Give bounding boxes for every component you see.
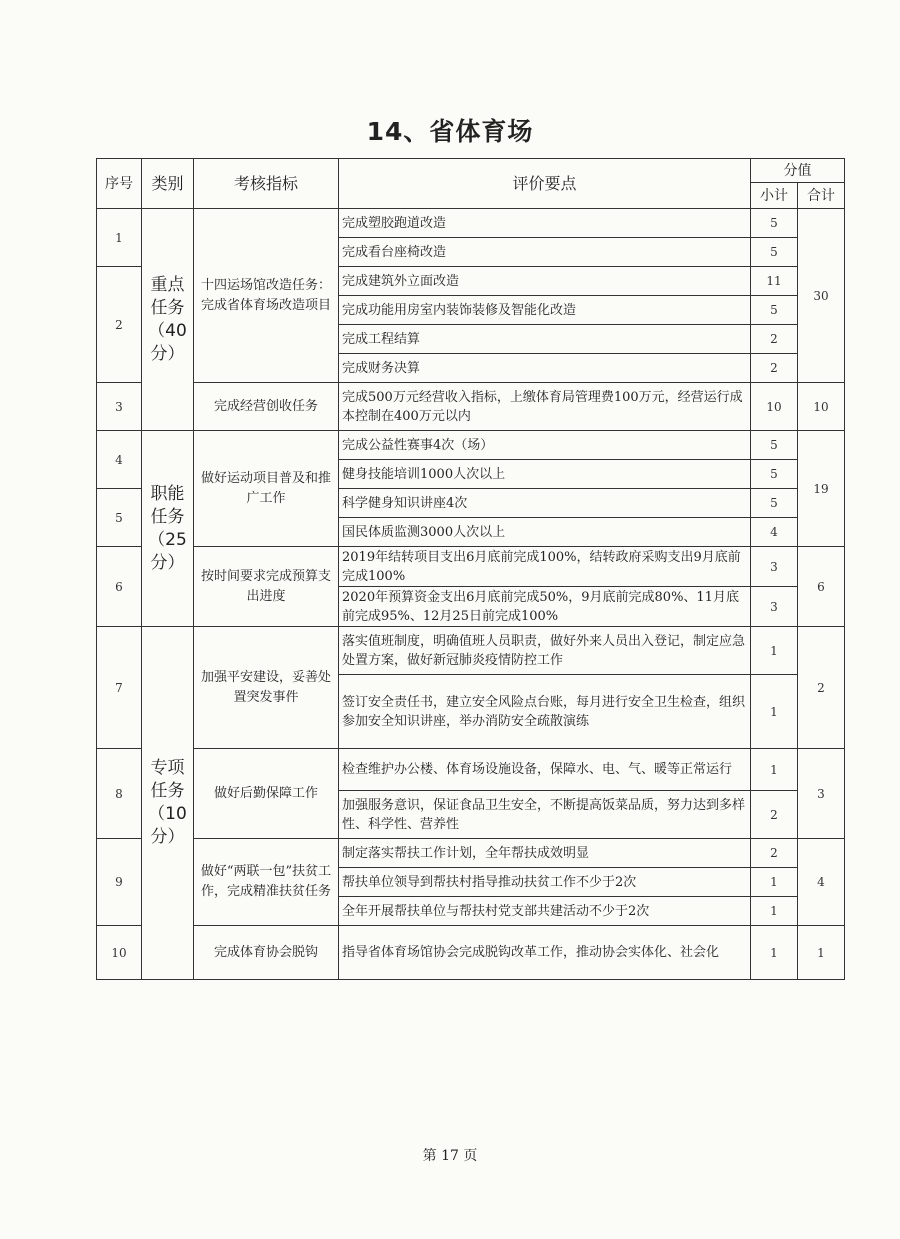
- subtotal-cell: 5: [751, 431, 798, 460]
- point-cell: 完成看台座椅改造: [339, 238, 751, 267]
- subtotal-cell: 1: [751, 675, 798, 749]
- header-seq: 序号: [97, 159, 142, 209]
- subtotal-cell: 3: [751, 587, 798, 627]
- point-cell: 完成500万元经营收入指标，上缴体育局管理费100万元，经营运行成本控制在400万元以内: [339, 383, 751, 431]
- point-cell: 落实值班制度，明确值班人员职责，做好外来人员出入登记，制定应急处置方案，做好新冠肺炎疫情防控工作: [339, 627, 751, 675]
- page-title: 14、省体育场: [366, 117, 534, 146]
- header-indicator: 考核指标: [194, 159, 339, 209]
- point-cell: 科学健身知识讲座4次: [339, 489, 751, 518]
- assessment-table: [96, 158, 845, 980]
- indicator-cell: 完成体育协会脱钩: [194, 926, 339, 980]
- seq-cell: 9: [97, 839, 142, 926]
- point-cell: 国民体质监测3000人次以上: [339, 518, 751, 547]
- page-number: 第 17 页: [422, 1148, 478, 1164]
- point-cell: 2020年预算资金支出6月底前完成50%，9月底前完成80%、11月底前完成95%、12月25日前完成100%: [339, 587, 751, 627]
- header-category: 类别: [142, 159, 194, 209]
- seq-cell: 5: [97, 489, 142, 547]
- header-subtotal: 小计: [751, 183, 798, 209]
- subtotal-cell: 1: [751, 749, 798, 791]
- seq-cell: 7: [97, 627, 142, 749]
- subtotal-cell: 1: [751, 627, 798, 675]
- point-cell: 帮扶单位领导到帮扶村指导推动扶贫工作不少于2次: [339, 868, 751, 897]
- point-cell: 全年开展帮扶单位与帮扶村党支部共建活动不少于2次: [339, 897, 751, 926]
- subtotal-cell: 5: [751, 209, 798, 238]
- point-cell: 完成工程结算: [339, 325, 751, 354]
- total-cell: 10: [798, 383, 845, 431]
- point-cell: 完成功能用房室内装饰装修及智能化改造: [339, 296, 751, 325]
- point-cell: 完成建筑外立面改造: [339, 267, 751, 296]
- point-cell: 完成塑胶跑道改造: [339, 209, 751, 238]
- point-cell: 加强服务意识，保证食品卫生安全，不断提高饭菜品质，努力达到多样性、科学性、营养性: [339, 791, 751, 839]
- subtotal-cell: 4: [751, 518, 798, 547]
- header-points: 评价要点: [339, 159, 751, 209]
- point-cell: 健身技能培训1000人次以上: [339, 460, 751, 489]
- seq-cell: 1: [97, 209, 142, 267]
- subtotal-cell: 2: [751, 839, 798, 868]
- subtotal-cell: 5: [751, 489, 798, 518]
- total-cell: 1: [798, 926, 845, 980]
- subtotal-cell: 2: [751, 354, 798, 383]
- seq-cell: 8: [97, 749, 142, 839]
- seq-cell: 6: [97, 547, 142, 627]
- indicator-cell: 按时间要求完成预算支出进度: [194, 547, 339, 627]
- subtotal-cell: 1: [751, 926, 798, 980]
- point-cell: 2019年结转项目支出6月底前完成100%，结转政府采购支出9月底前完成100%: [339, 547, 751, 587]
- subtotal-cell: 5: [751, 296, 798, 325]
- point-cell: 指导省体育场馆协会完成脱钩改革工作，推动协会实体化、社会化: [339, 926, 751, 980]
- subtotal-cell: 10: [751, 383, 798, 431]
- point-cell: 完成公益性赛事4次（场）: [339, 431, 751, 460]
- indicator-cell: 做好“两联一包”扶贫工作，完成精准扶贫任务: [194, 839, 339, 926]
- category-cell: 专项任务（10分）: [142, 627, 194, 980]
- seq-cell: 2: [97, 267, 142, 383]
- point-cell: 签订安全责任书，建立安全风险点台账，每月进行安全卫生检查，组织参加安全知识讲座，举办消防安全疏散演练: [339, 675, 751, 749]
- seq-cell: 4: [97, 431, 142, 489]
- subtotal-cell: 3: [751, 547, 798, 587]
- total-cell: 30: [798, 209, 845, 383]
- subtotal-cell: 2: [751, 791, 798, 839]
- indicator-cell: 完成经营创收任务: [194, 383, 339, 431]
- point-cell: 完成财务决算: [339, 354, 751, 383]
- subtotal-cell: 1: [751, 868, 798, 897]
- seq-cell: 10: [97, 926, 142, 980]
- subtotal-cell: 1: [751, 897, 798, 926]
- seq-cell: 3: [97, 383, 142, 431]
- total-cell: 4: [798, 839, 845, 926]
- subtotal-cell: 5: [751, 460, 798, 489]
- indicator-cell: 做好后勤保障工作: [194, 749, 339, 839]
- point-cell: 制定落实帮扶工作计划，全年帮扶成效明显: [339, 839, 751, 868]
- category-cell: 重点任务（40分）: [142, 209, 194, 431]
- subtotal-cell: 11: [751, 267, 798, 296]
- indicator-cell: 加强平安建设，妥善处置突发事件: [194, 627, 339, 749]
- indicator-cell: 做好运动项目普及和推广工作: [194, 431, 339, 547]
- total-cell: 6: [798, 547, 845, 627]
- indicator-cell: 十四运场馆改造任务：完成省体育场改造项目: [194, 209, 339, 383]
- point-cell: 检查维护办公楼、体育场设施设备，保障水、电、气、暖等正常运行: [339, 749, 751, 791]
- subtotal-cell: 2: [751, 325, 798, 354]
- subtotal-cell: 5: [751, 238, 798, 267]
- header-score: 分值: [751, 159, 845, 183]
- total-cell: 3: [798, 749, 845, 839]
- header-total: 合计: [798, 183, 845, 209]
- total-cell: 19: [798, 431, 845, 547]
- total-cell: 2: [798, 627, 845, 749]
- category-cell: 职能任务（25分）: [142, 431, 194, 627]
